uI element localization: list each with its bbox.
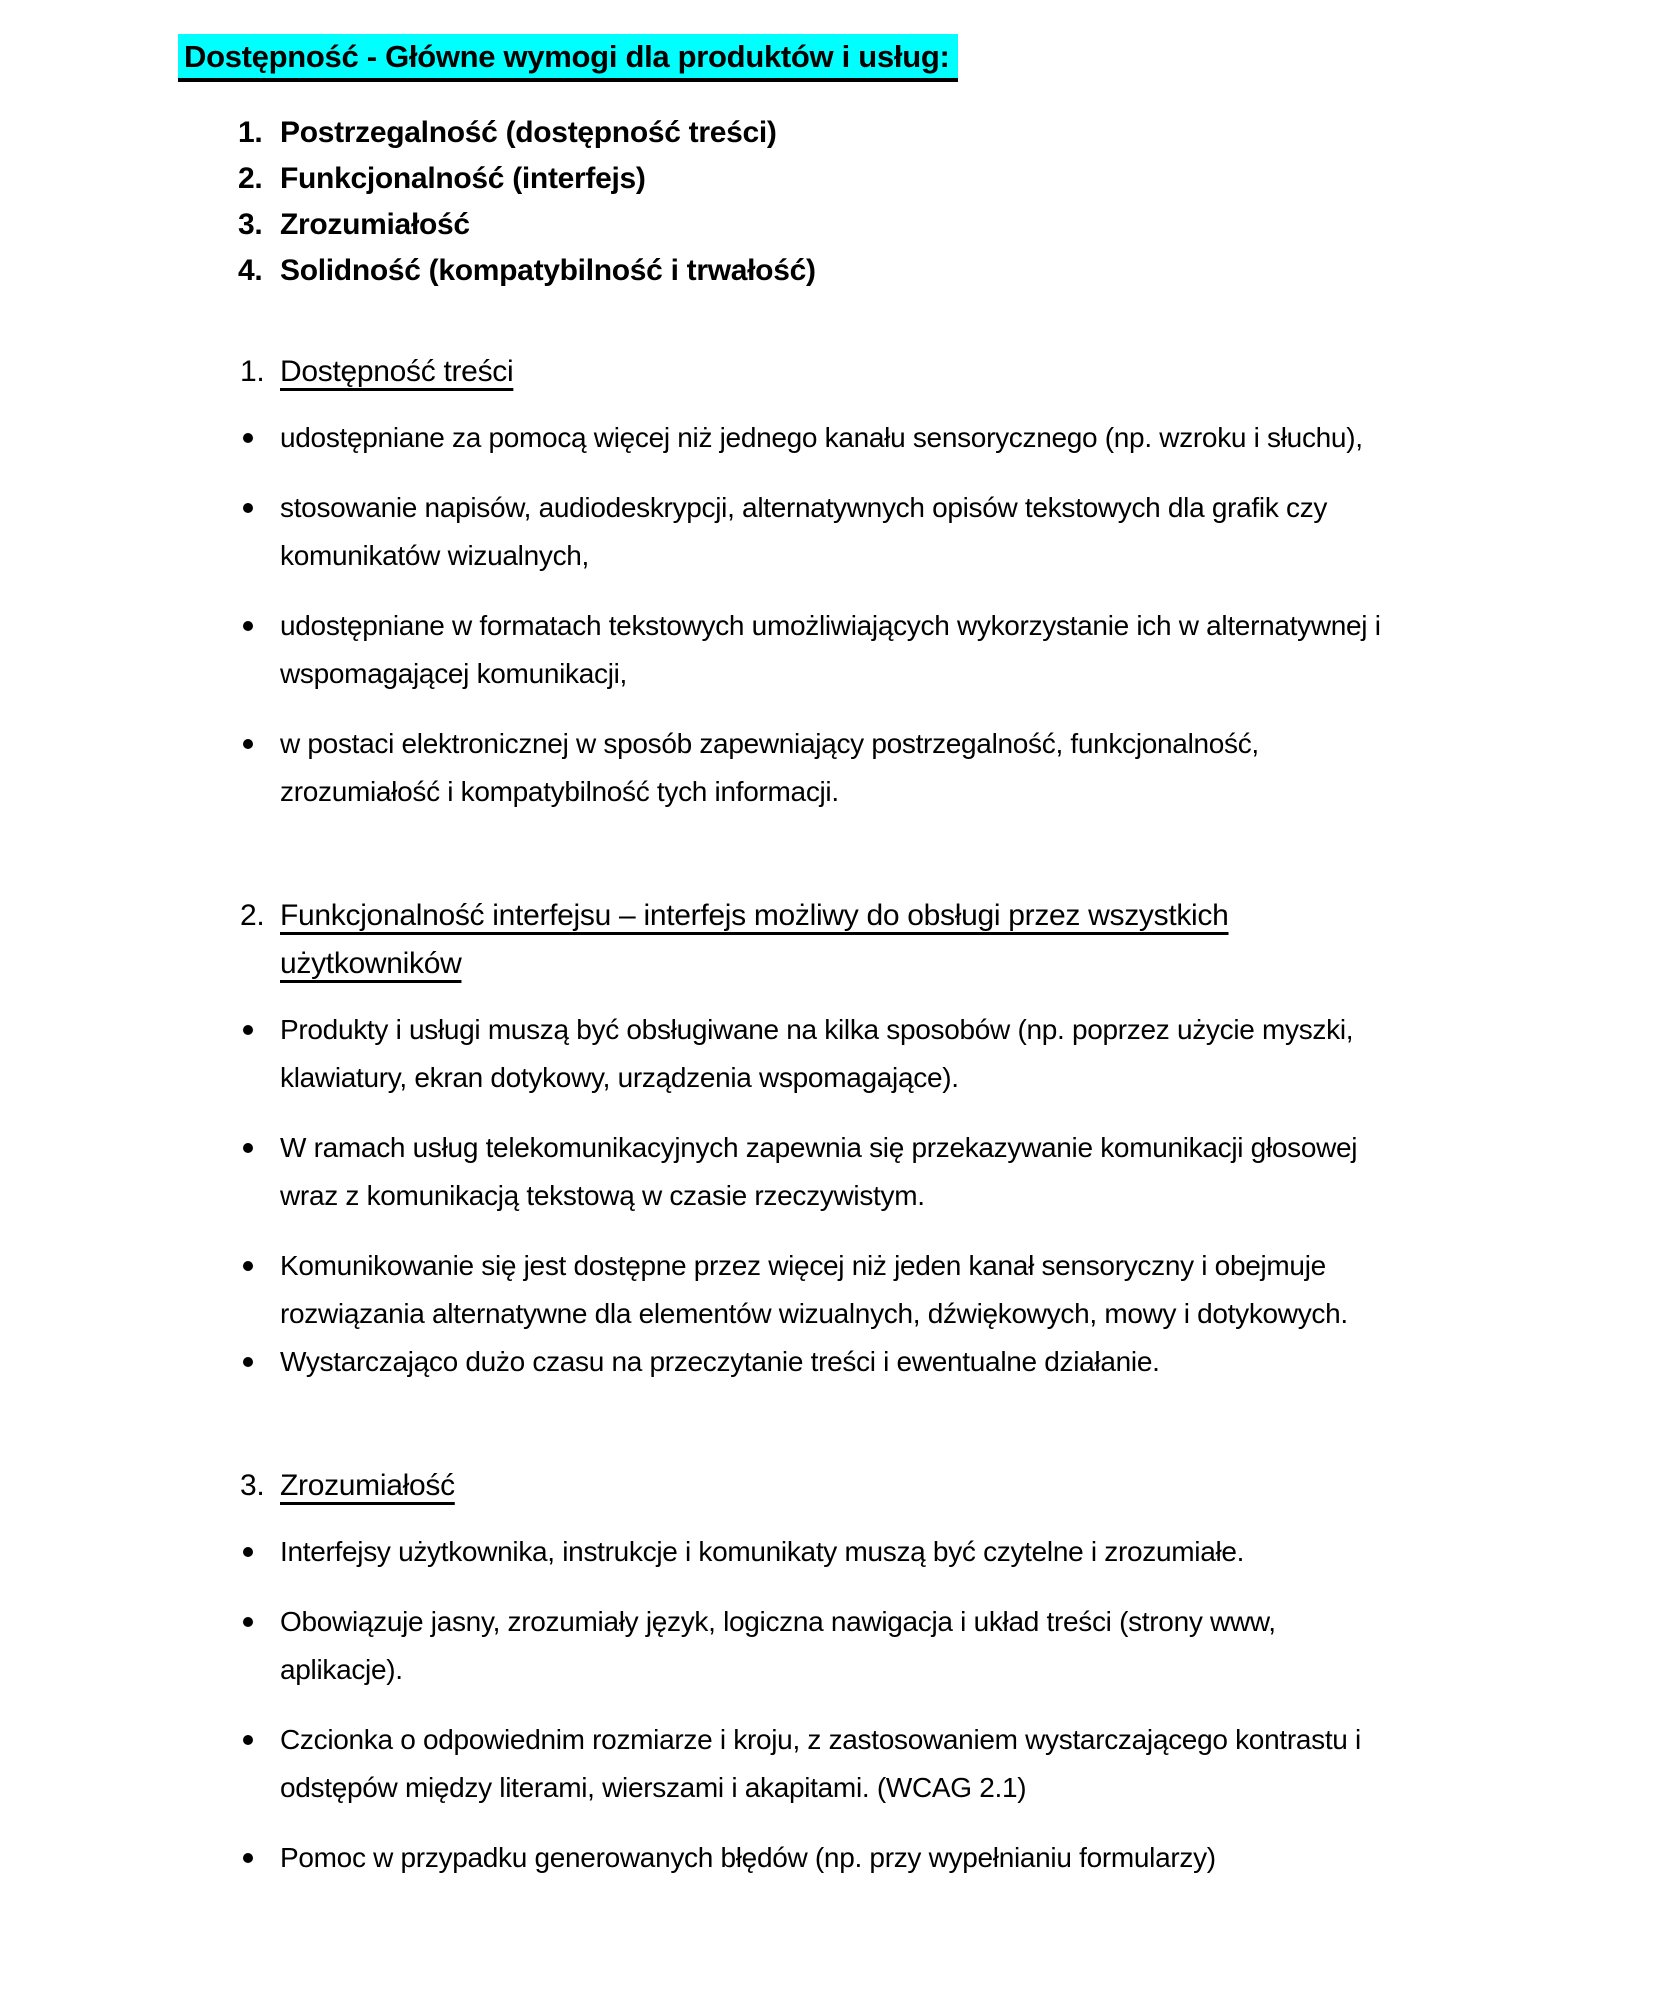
bullet-item bbox=[243, 414, 1654, 462]
section-title: Zrozumiałość bbox=[280, 1469, 455, 1502]
section-interface-functionality bbox=[0, 892, 1654, 1386]
bullet-item bbox=[243, 1124, 1654, 1220]
section-understandability bbox=[0, 1462, 1654, 1882]
bullet-dot-icon bbox=[243, 1006, 280, 1102]
bullet-text: Czcionka o odpowiednim rozmiarze i kroju, z zastosowaniem wystarczającego kontrastu i odstępów między literami, wierszami i akapitami. (WCAG 2.1) bbox=[280, 1724, 1361, 1803]
bullet-item bbox=[243, 1528, 1654, 1576]
list-item-label: Postrzegalność (dostępność treści) bbox=[280, 116, 777, 149]
document-title-row bbox=[178, 34, 1654, 82]
bullet-item bbox=[243, 1006, 1654, 1102]
section-heading bbox=[240, 348, 1654, 396]
bullet-dot-icon bbox=[243, 484, 280, 580]
bullet-item bbox=[243, 1242, 1654, 1338]
bullet-dot-icon bbox=[243, 1716, 280, 1812]
section-number: 2. bbox=[240, 899, 265, 932]
bullet-text: stosowanie napisów, audiodeskrypcji, alternatywnych opisów tekstowych dla grafik czy komunikatów wizualnych, bbox=[280, 492, 1328, 571]
bullet-dot-icon bbox=[243, 1338, 280, 1386]
summary-list bbox=[0, 110, 1654, 294]
bullet-text: Wystarczająco dużo czasu na przeczytanie treści i ewentualne działanie. bbox=[280, 1346, 1160, 1377]
list-item-number: 2. bbox=[238, 162, 263, 195]
bullet-dot-icon bbox=[243, 1834, 280, 1882]
list-item-number: 3. bbox=[238, 208, 263, 241]
bullet-item bbox=[243, 720, 1654, 816]
bullet-text: Interfejsy użytkownika, instrukcje i komunikaty muszą być czytelne i zrozumiałe. bbox=[280, 1536, 1245, 1567]
section-accessibility-of-content bbox=[0, 348, 1654, 816]
section-number: 3. bbox=[240, 1469, 265, 1502]
bullet-text: Produkty i usługi muszą być obsługiwane na kilka sposobów (np. poprzez użycie myszki, klawiatury, ekran dotykowy, urządzenia wspomagające). bbox=[280, 1014, 1354, 1093]
bullet-dot-icon bbox=[243, 414, 280, 462]
list-item bbox=[238, 156, 1654, 202]
list-item-label: Solidność (kompatybilność i trwałość) bbox=[280, 254, 816, 287]
list-item-label: Zrozumiałość bbox=[280, 208, 470, 241]
list-item bbox=[238, 110, 1654, 156]
bullet-item bbox=[243, 602, 1654, 698]
list-item bbox=[238, 248, 1654, 294]
bullet-text: Komunikowanie się jest dostępne przez więcej niż jeden kanał sensoryczny i obejmuje rozwiązania alternatywne dla elementów wizualnych, dźwiękowych, mowy i dotykowych. bbox=[280, 1250, 1348, 1329]
bullet-item bbox=[243, 484, 1654, 580]
bullet-dot-icon bbox=[243, 602, 280, 698]
section-number: 1. bbox=[240, 355, 265, 388]
bullet-text: w postaci elektronicznej w sposób zapewniający postrzegalność, funkcjonalność, zrozumiałość i kompatybilność tych informacji. bbox=[280, 728, 1259, 807]
bullet-item bbox=[243, 1338, 1654, 1386]
bullet-item bbox=[243, 1716, 1654, 1812]
bullet-list bbox=[0, 1006, 1654, 1386]
bullet-list bbox=[0, 414, 1654, 816]
bullet-item bbox=[243, 1834, 1654, 1882]
list-item bbox=[238, 202, 1654, 248]
list-item-number: 1. bbox=[238, 116, 263, 149]
bullet-text: Obowiązuje jasny, zrozumiały język, logiczna nawigacja i układ treści (strony www, aplikacje). bbox=[280, 1606, 1276, 1685]
section-title: Funkcjonalność interfejsu – interfejs możliwy do obsługi przez wszystkich użytkowników bbox=[280, 899, 1229, 980]
bullet-item bbox=[243, 1598, 1654, 1694]
bullet-dot-icon bbox=[243, 720, 280, 816]
section-heading bbox=[240, 1462, 1654, 1510]
bullet-text: udostępniane w formatach tekstowych umożliwiających wykorzystanie ich w alternatywnej i wspomagającej komunikacji, bbox=[280, 610, 1381, 689]
section-title: Dostępność treści bbox=[280, 355, 514, 388]
bullet-text: W ramach usług telekomunikacyjnych zapewnia się przekazywanie komunikacji głosowej wraz z komunikacją tekstową w czasie rzeczywistym. bbox=[280, 1132, 1358, 1211]
bullet-text: udostępniane za pomocą więcej niż jednego kanału sensorycznego (np. wzroku i słuchu), bbox=[280, 422, 1363, 453]
list-item-label: Funkcjonalność (interfejs) bbox=[280, 162, 646, 195]
list-item-number: 4. bbox=[238, 254, 263, 287]
bullet-dot-icon bbox=[243, 1124, 280, 1220]
bullet-text: Pomoc w przypadku generowanych błędów (np. przy wypełnianiu formularzy) bbox=[280, 1842, 1216, 1873]
document-title: Dostępność - Główne wymogi dla produktów i usług: bbox=[178, 34, 958, 82]
bullet-dot-icon bbox=[243, 1242, 280, 1338]
bullet-dot-icon bbox=[243, 1528, 280, 1576]
section-heading bbox=[240, 892, 1654, 988]
bullet-dot-icon bbox=[243, 1598, 280, 1694]
bullet-list bbox=[0, 1528, 1654, 1882]
